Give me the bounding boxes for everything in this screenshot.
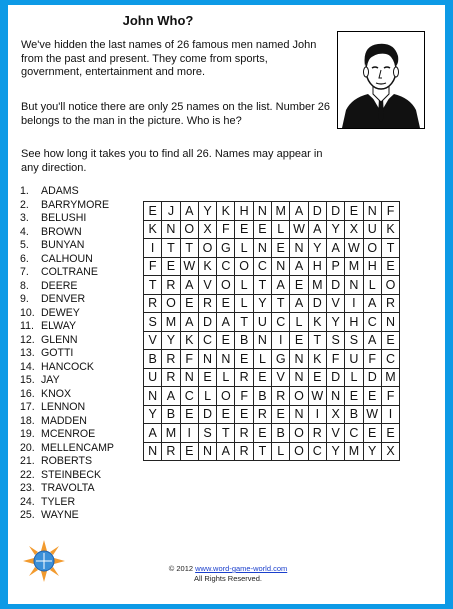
grid-cell[interactable]: T [162, 239, 180, 258]
grid-cell[interactable]: L [290, 313, 308, 332]
grid-cell[interactable]: U [363, 220, 381, 239]
grid-cell[interactable]: E [144, 202, 162, 221]
grid-cell[interactable]: H [363, 257, 381, 276]
grid-cell[interactable]: S [345, 331, 363, 350]
worksheet [8, 5, 445, 604]
word-number: 9. [20, 293, 29, 305]
grid-cell[interactable]: N [144, 387, 162, 406]
word-name: DEERE [41, 279, 78, 292]
grid-cell[interactable]: R [235, 368, 253, 387]
grid-cell[interactable]: E [290, 276, 308, 295]
grid-cell[interactable]: R [253, 405, 271, 424]
word-list-item [20, 347, 114, 361]
grid-cell[interactable]: T [144, 276, 162, 295]
compass-sun-logo-icon [22, 539, 66, 583]
grid-cell[interactable]: W [180, 257, 198, 276]
grid-cell[interactable]: C [308, 442, 326, 461]
grid-cell[interactable]: N [290, 350, 308, 369]
grid-cell[interactable]: N [363, 202, 381, 221]
grid-cell[interactable]: E [363, 387, 381, 406]
grid-cell[interactable]: C [253, 257, 271, 276]
grid-cell[interactable]: E [198, 368, 216, 387]
grid-cell[interactable]: A [180, 202, 198, 221]
grid-cell[interactable]: A [290, 202, 308, 221]
grid-cell[interactable]: Y [326, 313, 344, 332]
grid-cell[interactable]: M [308, 276, 326, 295]
grid-cell[interactable]: M [345, 442, 363, 461]
grid-cell[interactable]: I [381, 405, 399, 424]
word-list-item [20, 401, 114, 415]
grid-cell[interactable]: O [162, 294, 180, 313]
grid-cell[interactable]: I [345, 294, 363, 313]
word-list-item [20, 212, 114, 226]
word-list-item [20, 509, 114, 523]
grid-cell[interactable]: N [290, 405, 308, 424]
grid-cell[interactable]: C [198, 331, 216, 350]
grid-cell[interactable]: I [180, 424, 198, 443]
word-name: LENNON [41, 401, 86, 413]
grid-cell[interactable]: S [326, 331, 344, 350]
word-list-item [20, 415, 114, 429]
grid-cell[interactable]: L [272, 442, 290, 461]
grid-cell[interactable]: N [253, 331, 271, 350]
grid-cell[interactable]: E [381, 424, 399, 443]
grid-cell[interactable]: N [345, 276, 363, 295]
grid-cell[interactable]: F [217, 220, 235, 239]
grid-cell[interactable]: R [272, 387, 290, 406]
grid-cell[interactable]: U [345, 350, 363, 369]
grid-cell[interactable]: E [272, 405, 290, 424]
word-name: BUNYAN [41, 239, 85, 251]
word-list-item [20, 185, 114, 199]
grid-cell[interactable]: A [363, 294, 381, 313]
grid-cell[interactable]: T [272, 294, 290, 313]
grid-cell[interactable]: M [272, 202, 290, 221]
grid-cell[interactable]: E [162, 257, 180, 276]
grid-cell[interactable]: O [381, 276, 399, 295]
word-number: 16. [20, 387, 35, 400]
grid-cell[interactable]: G [217, 239, 235, 258]
grid-cell[interactable]: E [272, 239, 290, 258]
grid-cell[interactable]: E [235, 350, 253, 369]
word-list-item [20, 266, 114, 280]
grid-cell[interactable]: E [381, 257, 399, 276]
grid-cell[interactable]: D [326, 202, 344, 221]
website-link[interactable]: www.word-game-world.com [195, 564, 288, 573]
word-name: MADDEN [41, 414, 87, 427]
grid-cell[interactable]: V [326, 294, 344, 313]
grid-cell[interactable]: R [235, 424, 253, 443]
word-name: JAY [41, 374, 60, 386]
word-list-item [20, 388, 114, 402]
grid-cell[interactable]: L [253, 350, 271, 369]
grid-cell[interactable]: T [381, 239, 399, 258]
grid-cell[interactable]: N [253, 239, 271, 258]
word-number: 25. [20, 509, 35, 521]
word-number: 24. [20, 495, 35, 508]
grid-cell[interactable]: W [308, 387, 326, 406]
grid-cell[interactable]: O [180, 220, 198, 239]
grid-cell[interactable]: N [162, 220, 180, 239]
grid-cell[interactable]: C [381, 350, 399, 369]
word-list [20, 185, 114, 523]
grid-cell[interactable]: C [272, 313, 290, 332]
grid-row [144, 350, 400, 369]
grid-cell[interactable]: E [180, 442, 198, 461]
word-name: TRAVOLTA [41, 482, 95, 494]
grid-cell[interactable]: T [180, 239, 198, 258]
grid-row [144, 368, 400, 387]
grid-cell[interactable]: Y [162, 331, 180, 350]
word-number: 6. [20, 252, 29, 265]
grid-cell[interactable]: N [217, 350, 235, 369]
grid-cell[interactable]: L [272, 220, 290, 239]
grid-cell[interactable]: A [290, 294, 308, 313]
grid-cell[interactable]: M [345, 257, 363, 276]
grid-cell[interactable]: C [180, 387, 198, 406]
grid-cell[interactable]: G [272, 350, 290, 369]
grid-cell[interactable]: N [326, 387, 344, 406]
grid-cell[interactable]: E [235, 220, 253, 239]
word-number: 23. [20, 482, 35, 494]
word-number: 2. [20, 198, 29, 211]
grid-cell[interactable]: E [381, 331, 399, 350]
grid-cell[interactable]: E [235, 405, 253, 424]
word-number: 14. [20, 360, 35, 373]
word-name: BARRYMORE [41, 198, 110, 211]
word-name: WAYNE [41, 509, 79, 521]
grid-cell[interactable]: F [144, 257, 162, 276]
grid-cell[interactable]: F [235, 387, 253, 406]
grid-cell[interactable]: D [363, 368, 381, 387]
grid-cell[interactable]: L [363, 276, 381, 295]
grid-cell[interactable]: F [363, 350, 381, 369]
grid-cell[interactable]: F [381, 202, 399, 221]
grid-cell[interactable]: I [272, 331, 290, 350]
grid-cell[interactable]: F [180, 350, 198, 369]
grid-row [144, 313, 400, 332]
grid-cell[interactable]: Y [198, 202, 216, 221]
grid-cell[interactable]: N [144, 442, 162, 461]
grid-cell[interactable]: X [381, 442, 399, 461]
grid-cell[interactable]: L [235, 276, 253, 295]
word-list-item [20, 280, 114, 294]
grid-cell[interactable]: M [162, 313, 180, 332]
word-number: 20. [20, 441, 35, 454]
grid-cell[interactable]: Y [326, 220, 344, 239]
word-list-item [20, 239, 114, 253]
word-list-item [20, 307, 114, 321]
grid-cell[interactable]: E [180, 405, 198, 424]
word-list-item [20, 496, 114, 510]
word-list-item [20, 469, 114, 483]
word-name: DENVER [41, 293, 86, 305]
word-name: MCENROE [41, 428, 96, 440]
word-number: 7. [20, 266, 29, 278]
grid-cell[interactable]: Y [363, 442, 381, 461]
grid-cell[interactable]: U [253, 313, 271, 332]
grid-cell[interactable]: R [162, 442, 180, 461]
grid-cell[interactable]: K [381, 220, 399, 239]
grid-cell[interactable]: N [198, 350, 216, 369]
grid-cell[interactable]: D [326, 368, 344, 387]
grid-cell[interactable]: C [363, 313, 381, 332]
word-number: 17. [20, 401, 35, 413]
word-name: GLENN [41, 333, 78, 346]
word-number: 11. [20, 320, 34, 332]
word-list-item [20, 374, 114, 388]
grid-cell[interactable]: R [198, 294, 216, 313]
grid-cell[interactable]: O [290, 387, 308, 406]
word-number: 18. [20, 414, 35, 427]
word-name: DEWEY [41, 306, 80, 319]
word-name: MELLENCAMP [41, 441, 114, 454]
grid-cell[interactable]: D [308, 202, 326, 221]
grid-cell[interactable]: E [180, 294, 198, 313]
grid-cell[interactable]: T [253, 276, 271, 295]
word-number: 1. [20, 185, 29, 197]
grid-cell[interactable]: A [180, 276, 198, 295]
word-list-item [20, 442, 114, 456]
grid-cell[interactable]: Y [308, 239, 326, 258]
grid-cell[interactable]: D [308, 294, 326, 313]
grid-cell[interactable]: A [326, 239, 344, 258]
grid-cell[interactable]: W [363, 405, 381, 424]
grid-cell[interactable]: N [272, 257, 290, 276]
word-number: 8. [20, 279, 29, 292]
grid-row [144, 294, 400, 313]
grid-row [144, 331, 400, 350]
instructions-paragraph: See how long it takes you to find all 26. Names may appear in any direction. [21, 148, 323, 174]
grid-cell[interactable]: K [217, 202, 235, 221]
grid-cell[interactable]: E [290, 331, 308, 350]
grid-cell[interactable]: K [198, 257, 216, 276]
grid-cell[interactable]: E [217, 331, 235, 350]
grid-cell[interactable]: K [308, 313, 326, 332]
grid-cell[interactable]: J [162, 202, 180, 221]
grid-cell[interactable]: A [272, 276, 290, 295]
word-list-item [20, 320, 114, 334]
grid-cell[interactable]: B [235, 331, 253, 350]
grid-cell[interactable]: O [217, 387, 235, 406]
word-name: ROBERTS [41, 455, 93, 467]
grid-cell[interactable]: V [326, 424, 344, 443]
grid-cell[interactable]: Y [144, 405, 162, 424]
grid-cell[interactable]: P [326, 257, 344, 276]
word-name: CALHOUN [41, 252, 93, 265]
grid-cell[interactable]: H [345, 313, 363, 332]
grid-cell[interactable]: R [381, 294, 399, 313]
word-name: STEINBECK [41, 468, 102, 481]
word-list-item [20, 334, 114, 348]
grid-cell[interactable]: R [235, 442, 253, 461]
word-number: 4. [20, 225, 29, 238]
grid-cell[interactable]: X [345, 220, 363, 239]
grid-cell[interactable]: E [308, 368, 326, 387]
grid-cell[interactable]: A [308, 220, 326, 239]
word-number: 10. [20, 306, 35, 319]
grid-cell[interactable]: T [253, 442, 271, 461]
grid-cell[interactable]: A [180, 313, 198, 332]
grid-cell[interactable]: C [345, 424, 363, 443]
grid-cell[interactable]: E [253, 220, 271, 239]
grid-cell[interactable]: D [326, 276, 344, 295]
word-list-item [20, 253, 114, 267]
grid-cell[interactable]: O [363, 239, 381, 258]
grid-cell[interactable]: K [144, 220, 162, 239]
word-number: 22. [20, 468, 35, 481]
rights-text: All Rights Reserved. [194, 573, 262, 583]
word-name: KNOX [41, 387, 72, 400]
grid-row [144, 220, 400, 239]
word-list-item [20, 455, 114, 469]
grid-cell[interactable]: E [217, 405, 235, 424]
word-number: 5. [20, 239, 29, 251]
word-list-item [20, 428, 114, 442]
word-number: 15. [20, 374, 35, 386]
grid-cell[interactable]: W [345, 239, 363, 258]
grid-cell[interactable]: A [217, 313, 235, 332]
grid-cell[interactable]: H [308, 257, 326, 276]
word-name: COLTRANE [41, 266, 98, 278]
grid-cell[interactable]: B [253, 387, 271, 406]
grid-cell[interactable]: V [272, 368, 290, 387]
portrait-icon [337, 31, 425, 129]
grid-cell[interactable]: N [198, 442, 216, 461]
grid-cell[interactable]: R [162, 368, 180, 387]
word-number: 21. [20, 455, 35, 467]
grid-cell[interactable]: E [217, 294, 235, 313]
grid-cell[interactable]: F [381, 387, 399, 406]
grid-cell[interactable]: M [381, 368, 399, 387]
grid-cell[interactable]: X [326, 405, 344, 424]
word-list-item [20, 361, 114, 375]
grid-cell[interactable]: A [290, 257, 308, 276]
grid-cell[interactable]: R [162, 350, 180, 369]
grid-cell[interactable]: V [198, 276, 216, 295]
notice-paragraph: But you'll notice there are only 25 names on the list. Number 26 belongs to the man in the picture. Who is he? [21, 101, 331, 127]
grid-cell[interactable]: O [290, 424, 308, 443]
grid-cell[interactable]: N [253, 202, 271, 221]
grid-cell[interactable]: T [217, 424, 235, 443]
grid-cell[interactable]: R [144, 294, 162, 313]
intro-paragraph: We've hidden the last names of 26 famous men named John from the past and present. They come from sports, government, entertainment and more. [21, 39, 317, 78]
word-list-item [20, 482, 114, 496]
grid-cell[interactable]: L [235, 294, 253, 313]
grid-cell[interactable]: Y [253, 294, 271, 313]
grid-cell[interactable]: N [381, 313, 399, 332]
grid-cell[interactable]: T [235, 313, 253, 332]
grid-cell[interactable]: D [198, 313, 216, 332]
grid-row [144, 202, 400, 221]
grid-cell[interactable]: K [180, 331, 198, 350]
grid-cell[interactable]: A [162, 387, 180, 406]
grid-cell[interactable]: H [235, 202, 253, 221]
grid-cell[interactable]: U [144, 368, 162, 387]
grid-cell[interactable]: K [308, 350, 326, 369]
grid-cell[interactable]: N [290, 368, 308, 387]
grid-cell[interactable]: N [180, 368, 198, 387]
word-name: TYLER [41, 495, 76, 508]
word-number: 3. [20, 212, 29, 224]
grid-cell[interactable]: O [290, 442, 308, 461]
grid-cell[interactable]: O [235, 257, 253, 276]
word-name: BROWN [41, 225, 82, 238]
grid-cell[interactable]: A [217, 442, 235, 461]
word-number: 19. [20, 428, 35, 440]
word-name: HANCOCK [41, 360, 94, 373]
grid-cell[interactable]: A [363, 331, 381, 350]
word-list-item [20, 293, 114, 307]
grid-row [144, 387, 400, 406]
grid-cell[interactable]: V [144, 331, 162, 350]
letter-grid [143, 201, 400, 461]
word-list-item [20, 199, 114, 213]
word-number: 13. [20, 347, 35, 359]
grid-cell[interactable]: W [290, 220, 308, 239]
grid-row [144, 257, 400, 276]
grid-cell[interactable]: E [345, 202, 363, 221]
page-title: John Who? [122, 13, 194, 28]
grid-cell[interactable]: L [345, 368, 363, 387]
word-name: ADAMS [41, 185, 79, 197]
grid-cell[interactable]: S [144, 313, 162, 332]
grid-cell[interactable]: R [162, 276, 180, 295]
grid-cell[interactable]: E [363, 424, 381, 443]
word-name: GOTTI [41, 347, 74, 359]
grid-cell[interactable]: F [326, 350, 344, 369]
grid-cell[interactable]: I [308, 405, 326, 424]
grid-cell[interactable]: S [198, 424, 216, 443]
grid-row [144, 405, 400, 424]
grid-row [144, 239, 400, 258]
grid-cell[interactable]: X [198, 220, 216, 239]
grid-cell[interactable]: Y [326, 442, 344, 461]
copyright-year: © 2012 [168, 564, 194, 573]
grid-row [144, 442, 400, 461]
grid-cell[interactable]: C [217, 257, 235, 276]
grid-cell[interactable]: E [253, 424, 271, 443]
grid-cell[interactable]: B [272, 424, 290, 443]
word-name: ELWAY [41, 320, 77, 332]
word-name: BELUSHI [41, 212, 87, 224]
grid-cell[interactable]: T [308, 331, 326, 350]
grid-cell[interactable]: E [253, 368, 271, 387]
word-number: 12. [20, 333, 35, 346]
grid-cell[interactable]: L [235, 239, 253, 258]
grid-row [144, 276, 400, 295]
footer [118, 564, 338, 583]
grid-cell[interactable]: L [198, 387, 216, 406]
grid-cell[interactable]: L [217, 368, 235, 387]
word-list-item [20, 226, 114, 240]
grid-cell[interactable]: D [198, 405, 216, 424]
grid-cell[interactable]: R [308, 424, 326, 443]
grid-cell[interactable]: O [198, 239, 216, 258]
grid-row [144, 424, 400, 443]
grid-cell[interactable]: B [345, 405, 363, 424]
grid-cell[interactable]: B [144, 350, 162, 369]
grid-cell[interactable]: B [162, 405, 180, 424]
grid-cell[interactable]: A [144, 424, 162, 443]
grid-cell[interactable]: I [144, 239, 162, 258]
grid-cell[interactable]: M [162, 424, 180, 443]
grid-cell[interactable]: N [290, 239, 308, 258]
grid-cell[interactable]: O [217, 276, 235, 295]
grid-cell[interactable]: E [345, 387, 363, 406]
